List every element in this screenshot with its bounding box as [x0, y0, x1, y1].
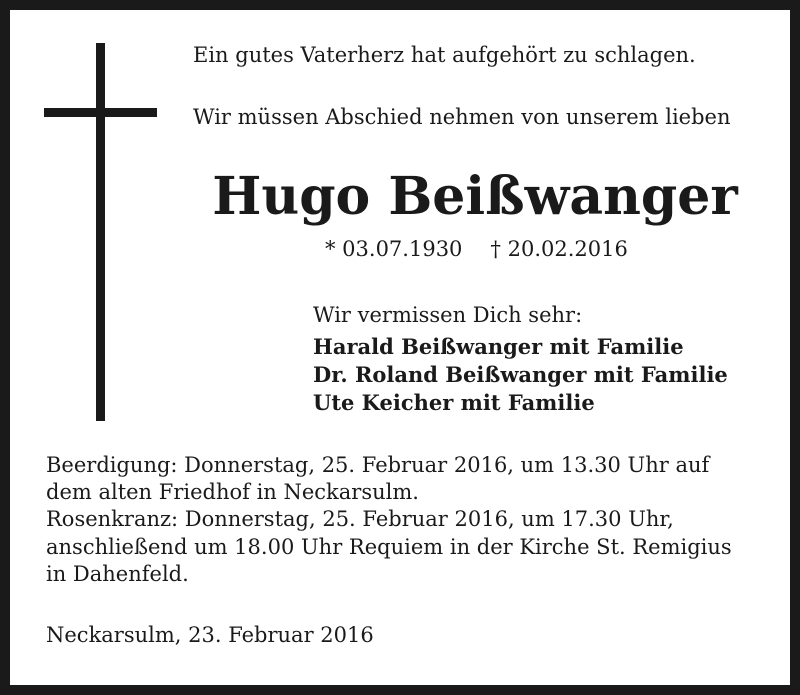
funeral-line: anschließend um 18.00 Uhr Requiem in der Kirche St. Remigius: [46, 534, 732, 559]
cross-icon-vertical-bar: [96, 43, 105, 421]
mourner-1: Harald Beißwanger mit Familie: [313, 334, 684, 359]
funeral-line: Rosenkranz: Donnerstag, 25. Februar 2016, um 17.30 Uhr,: [46, 507, 674, 532]
funeral-line: in Dahenfeld.: [46, 561, 189, 586]
funeral-line: dem alten Friedhof in Neckarsulm.: [46, 480, 419, 505]
birth-date: * 03.07.1930: [325, 237, 463, 261]
life-dates: [325, 236, 628, 263]
deceased-name: Hugo Beißwanger: [212, 166, 738, 227]
intro-line-2: Wir müssen Abschied nehmen von unserem lieben: [193, 105, 731, 129]
funeral-line: Beerdigung: Donnerstag, 25. Februar 2016, um 13.30 Uhr auf: [46, 453, 710, 477]
cross-icon-horizontal-bar: [44, 108, 157, 117]
mourner-2: Dr. Roland Beißwanger mit Familie: [313, 362, 728, 387]
miss-line: Wir vermissen Dich sehr:: [313, 303, 583, 327]
death-date: † 20.02.2016: [490, 237, 628, 261]
intro-line-1: Ein gutes Vaterherz hat aufgehört zu schlagen.: [193, 43, 696, 67]
place-date: Neckarsulm, 23. Februar 2016: [46, 623, 374, 647]
funeral-details: [46, 452, 732, 588]
mourner-3: Ute Keicher mit Familie: [313, 390, 595, 415]
